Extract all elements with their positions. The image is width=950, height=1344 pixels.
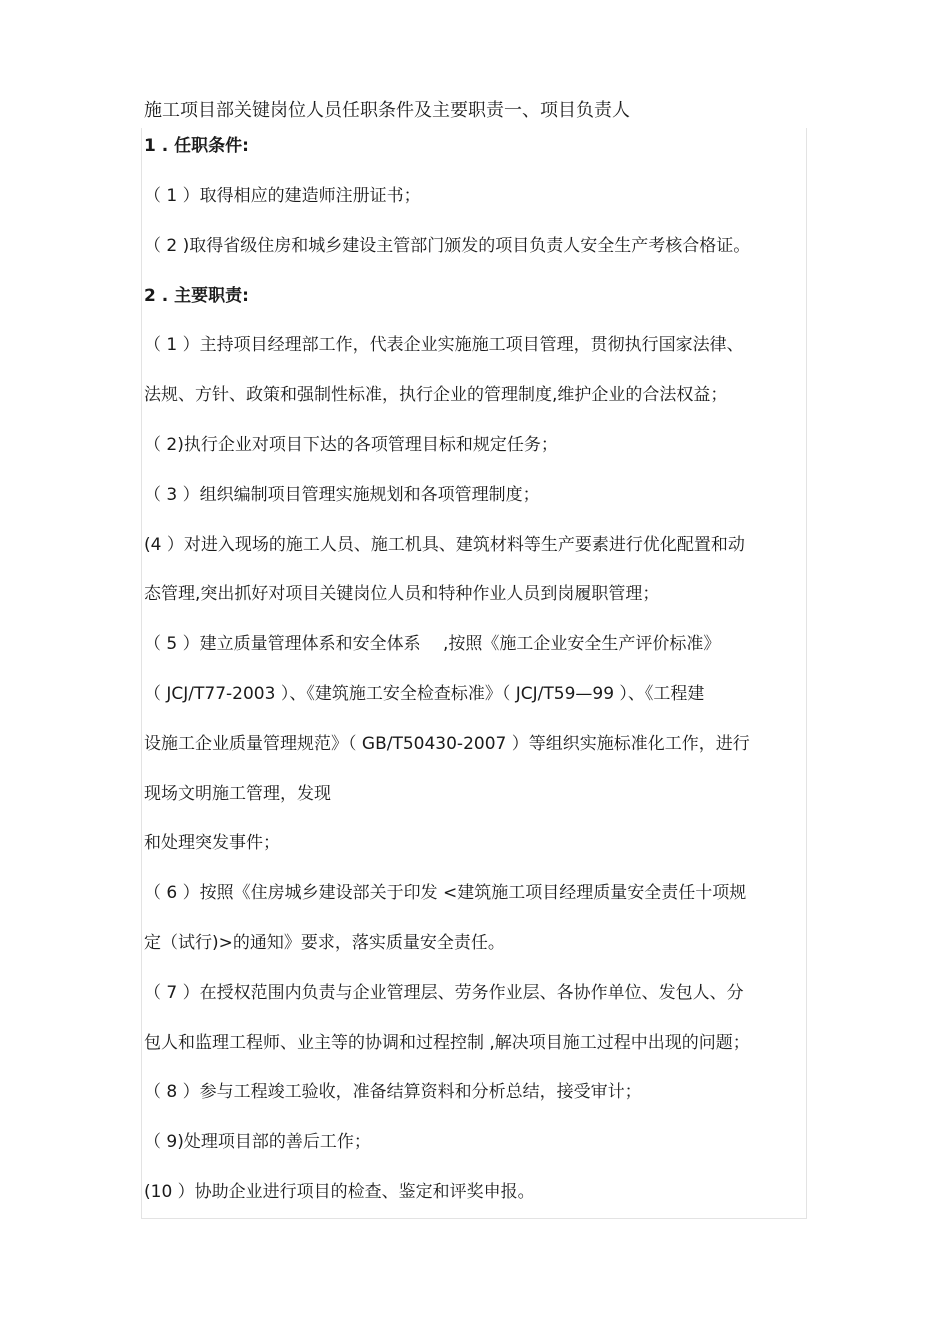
qualification-item-2: （ 2 )取得省级住房和城乡建设主管部门颁发的项目负责人安全生产考核合格证。 — [144, 236, 751, 256]
duty-line: 法规、方针、政策和强制性标准，执行企业的管理制度,维护企业的合法权益； — [144, 385, 728, 405]
duty-line: 定（试行)>的通知》要求，落实质量安全责任。 — [144, 933, 505, 953]
section-heading-qualifications: 1 . 任职条件: — [144, 136, 249, 156]
duty-line: 包人和监理工程师、业主等的协调和过程控制 ,解决项目施工过程中出现的问题； — [144, 1033, 750, 1053]
duty-line: (4 ）对进入现场的施工人员、施工机具、建筑材料等生产要素进行优化配置和动 — [144, 535, 745, 555]
duty-line: （ 6 ）按照《住房城乡建设部关于印发 <建筑施工项目经理质量安全责任十项规 — [144, 883, 747, 903]
duty-line: 态管理,突出抓好对项目关键岗位人员和特种作业人员到岗履职管理； — [144, 584, 660, 604]
duty-line: （ 2)执行企业对项目下达的各项管理目标和规定任务； — [144, 435, 558, 455]
document-title: 施工项目部关键岗位人员任职条件及主要职责一、项目负责人 — [144, 100, 630, 121]
duty-line: （ 7 ）在授权范围内负责与企业管理层、劳务作业层、各协作单位、发包人、分 — [144, 983, 744, 1003]
duty-line: （ 8 ）参与工程竣工验收，准备结算资料和分析总结，接受审计； — [144, 1082, 642, 1102]
duty-line: （ 3 ）组织编制项目管理实施规划和各项管理制度； — [144, 485, 540, 505]
duty-line: (10 ）协助企业进行项目的检查、鉴定和评奖申报。 — [144, 1182, 535, 1202]
duty-line: （ 5 ）建立质量管理体系和安全体系 ,按照《施工企业安全生产评价标准》 — [144, 634, 721, 654]
duty-line: （ JCJ/T77-2003 ）、《建筑施工安全检查标准》（ JCJ/T59—99 ）、《工程建 — [144, 684, 705, 704]
qualification-item-1: （ 1 ）取得相应的建造师注册证书； — [144, 186, 421, 206]
section-heading-duties: 2 . 主要职责: — [144, 286, 249, 306]
duty-line: （ 9)处理项目部的善后工作； — [144, 1132, 371, 1152]
duty-line: （ 1 ）主持项目经理部工作，代表企业实施施工项目管理，贯彻执行国家法律、 — [144, 335, 744, 355]
duty-line: 设施工企业质量管理规范》（ GB/T50430-2007 ）等组织实施标准化工作，进行 — [144, 734, 750, 754]
duty-line: 和处理突发事件； — [144, 833, 280, 853]
duty-line: 现场文明施工管理，发现 — [144, 784, 331, 804]
